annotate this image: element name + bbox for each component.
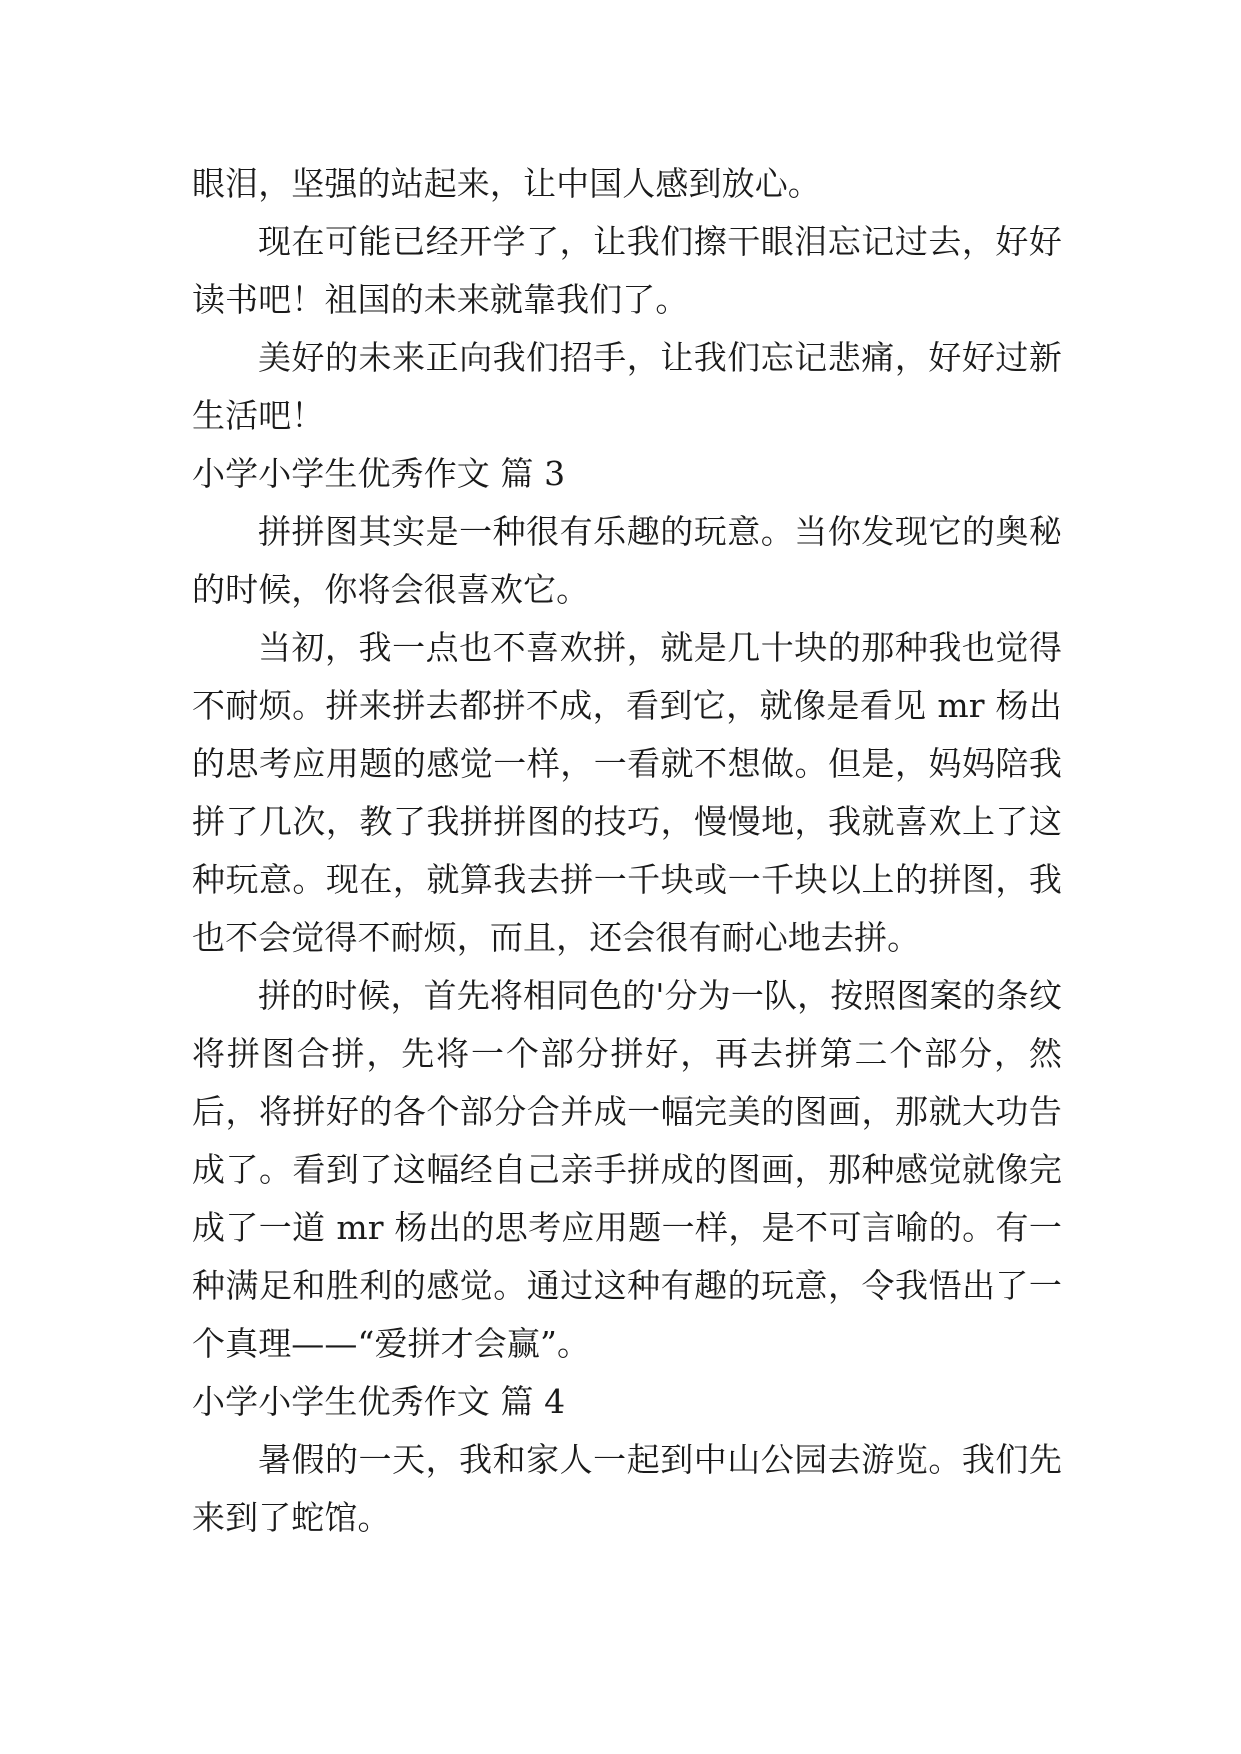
paragraph: 现在可能已经开学了，让我们擦干眼泪忘记过去，好好读书吧！祖国的未来就靠我们了。 <box>192 222 1062 319</box>
paragraph: 暑假的一天，我和家人一起到中山公园去游览。我们先来到了蛇馆。 <box>192 1440 1062 1537</box>
paragraph: 当初，我一点也不喜欢拼，就是几十块的那种我也觉得不耐烦。拼来拼去都拼不成，看到它，就像是看见 mr 杨出的思考应用题的感觉一样，一看就不想做。但是，妈妈陪我拼了几次，教了我拼拼图的技巧，慢慢地，我就喜欢上了这种玩意。现在，就算我去拼一千块或一千块以上的拼图，我也不会觉得不耐烦，而且，还会很有耐心地去拼。 <box>192 628 1062 957</box>
document-body <box>192 155 1062 1547</box>
section-heading-4: 小学小学生优秀作文 篇 4 <box>192 1382 566 1421</box>
paragraph: 拼拼图其实是一种很有乐趣的玩意。当你发现它的奥秘的时候，你将会很喜欢它。 <box>192 512 1062 609</box>
paragraph: 拼的时候，首先将相同色的'分为一队，按照图案的条纹将拼图合拼，先将一个部分拼好，再去拼第二个部分，然后，将拼好的各个部分合并成一幅完美的图画，那就大功告成了。看到了这幅经自己亲手拼成的图画，那种感觉就像完成了一道 mr 杨出的思考应用题一样，是不可言喻的。有一种满足和胜利的感觉。通过这种有趣的玩意，令我悟出了一个真理——“爱拼才会赢”。 <box>192 976 1062 1363</box>
section-heading-3: 小学小学生优秀作文 篇 3 <box>192 454 566 493</box>
paragraph-continued: 眼泪，坚强的站起来，让中国人感到放心。 <box>192 164 821 203</box>
paragraph: 美好的未来正向我们招手，让我们忘记悲痛，好好过新生活吧！ <box>192 338 1062 435</box>
